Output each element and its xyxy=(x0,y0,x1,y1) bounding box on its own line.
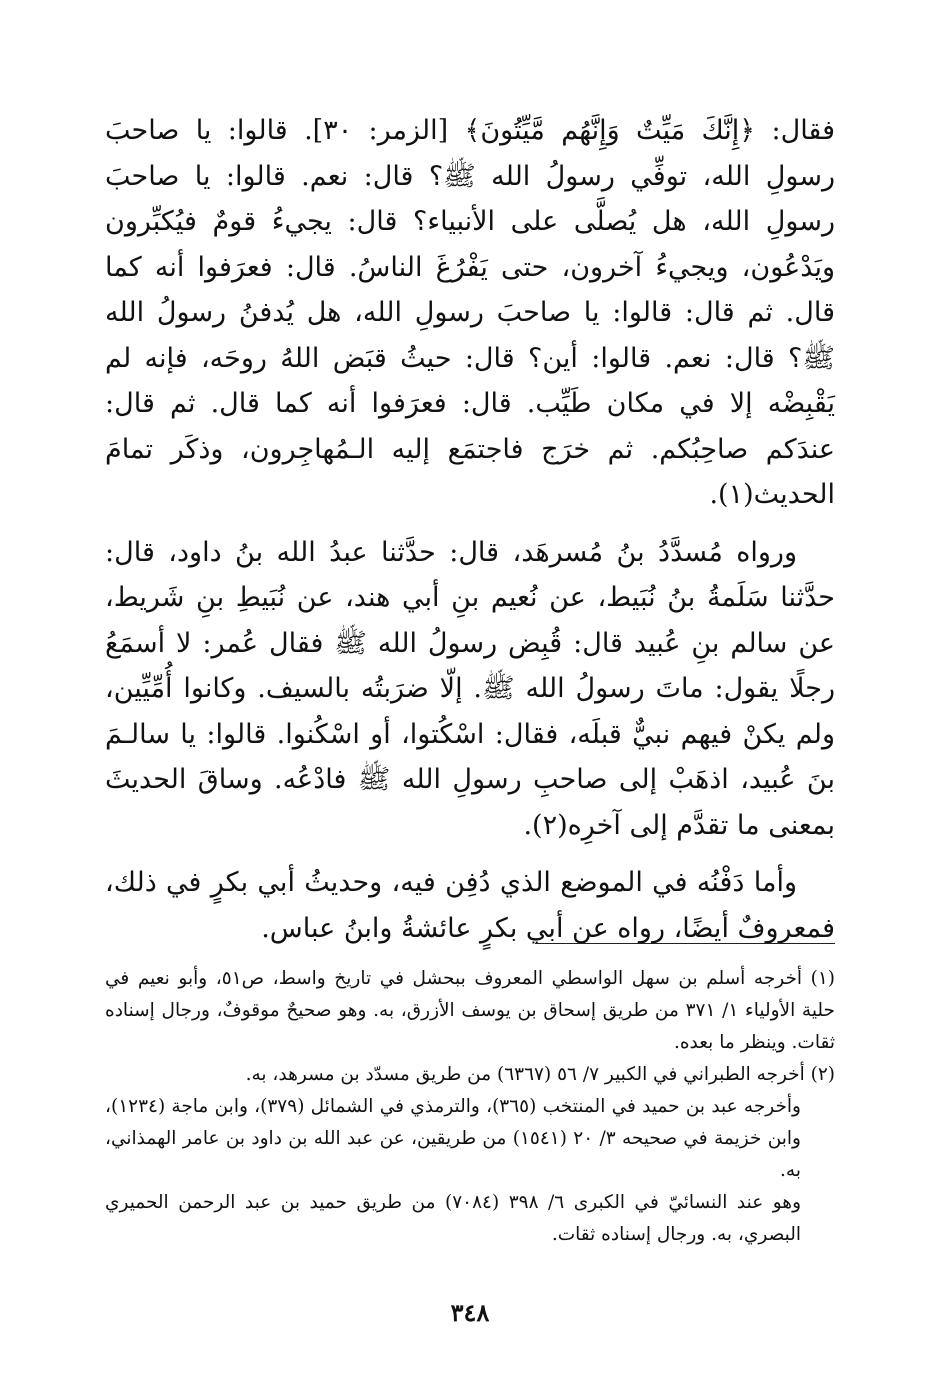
footnotes xyxy=(105,963,835,1251)
footnote-2: (٢) أخرجه الطبراني في الكبير ٧/ ٥٦ (٦٣٦٧) من طريق مسدّد بن مسرهد، به. xyxy=(245,1064,835,1085)
footnote-2-continuation-1: وأخرجه عبد بن حميد في المنتخب (٣٦٥)، والترمذي في الشمائل (٣٧٩)، وابن ماجة (١٢٣٤)، وابن خزيمة في صحيحه ٣/ ٢٠ (١٥٤١) من طريقين، عن عبد الله بن داود بن عامر الهمذاني، به. xyxy=(105,1096,801,1181)
main-text xyxy=(105,108,835,951)
paragraph-2: ورواه مُسدَّدُ بنُ مُسرهَد، قال: حدَّثنا عبدُ الله بنُ داود، قال: حدَّثنا سَلَمةُ بنُ نُبَيط، عن نُعيم بنِ أبي هند، عن نُبَيطِ بنِ شَريط، عن سالم بنِ عُبيد قال: قُبِض رسولُ الله ﷺ فقال عُمر: لا أسمَعُ رجلًا يقول: ماتَ رسولُ الله ﷺ. إلّا ضرَبتُه بالسيف. وكانوا أُمِّيِّين، ولم يكنْ فيهم نبيٌّ قبلَه، فقال: اسْكُتوا، أو اسْكُنوا. قالوا: يا سالـمَ بنَ عُبيد، اذهَبْ إلى صاحبِ رسولِ الله ﷺ فادْعُه. وساقَ الحديثَ بمعنى ما تقدَّم إلى آخرِه(٢). xyxy=(105,536,835,841)
book-page xyxy=(105,108,836,1327)
paragraph-1: فقال: ﴿إِنَّكَ مَيِّتٌ وَإِنَّهُم مَّيِّتُونَ﴾ [الزمر: ٣٠]. قالوا: يا صاحبَ رسولِ الله، توفِّي رسولُ الله ﷺ؟ قال: نعم. قالوا: يا صاحبَ رسولِ الله، هل يُصلَّى على الأنبياء؟ قال: يجيءُ قومٌ فيُكبِّرون ويَدْعُون، ويجيءُ آخرون، حتى يَفْرُغَ الناسُ. قال: فعرَفوا أنه كما قال. ثم قال: قالوا: يا صاحبَ رسولِ الله، هل يُدفنُ رسولُ الله ﷺ؟ قال: نعم. قالوا: أين؟ قال: حيثُ قبَض اللهُ روحَه، فإنه لم يَقْبِضْه إلا في مكان طَيِّب. قال: فعرَفوا أنه كما قال. ثم قال: عندَكم صاحِبُكم. ثم خرَج فاجتمَع إليه الـمُهاجِرون، وذكَر تمامَ الحديث(١). xyxy=(105,115,835,510)
page-number: ٣٤٨ xyxy=(450,1298,490,1327)
footnote-separator xyxy=(535,943,835,944)
footnote-2-continuation-2: وهو عند النسائيّ في الكبرى ٦/ ٣٩٨ (٧٠٨٤) من طريق حميد بن عبد الرحمن الحميري البصري، به. ورجال إسناده ثقات. xyxy=(105,1192,801,1245)
footnote-1: (١) أخرجه أسلم بن سهل الواسطي المعروف ببحشل في تاريخ واسط، ص٥١، وأبو نعيم في حلية الأولياء ١/ ٣٧١ من طريق إسحاق بن يوسف الأزرق، به. وهو صحيحٌ موقوفٌ، ورجال إسناده ثقات. وينظر ما بعده. xyxy=(105,968,836,1053)
paragraph-3: وأما دَفْنُه في الموضع الذي دُفِن فيه، وحديثُ أبي بكرٍ في ذلك، فمعروفٌ أيضًا، رواه عن أبي بكرٍ عائشةُ وابنُ عباس. xyxy=(105,867,835,944)
